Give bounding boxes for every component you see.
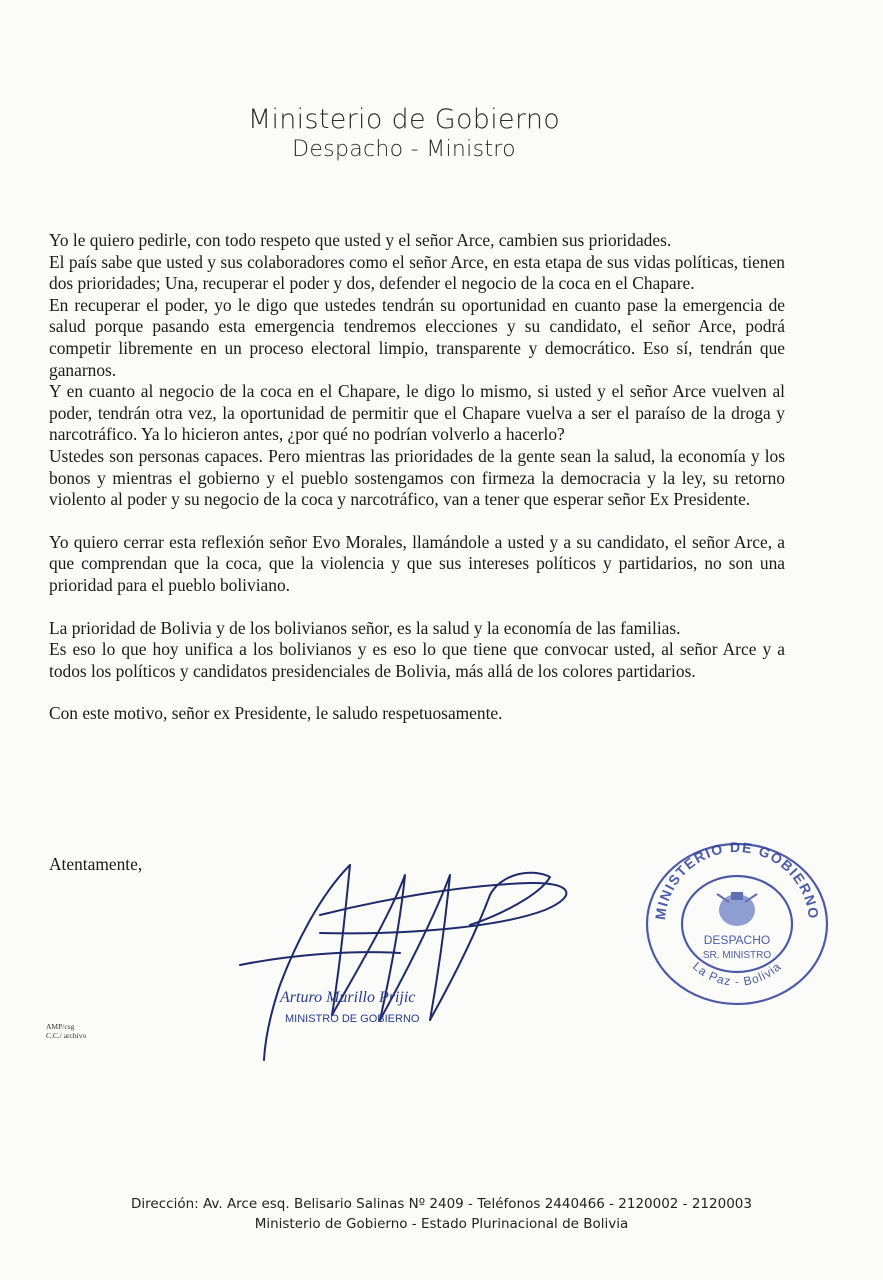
seal-bottom-text: La Paz - Bolivia bbox=[690, 959, 784, 989]
coat-of-arms-icon bbox=[717, 892, 757, 926]
paragraph-gap bbox=[49, 511, 785, 532]
signature-stroke bbox=[264, 865, 350, 1060]
paragraph: Ustedes son personas capaces. Pero mientras las prioridades de la gente sean la salud, la economía y los bonos y mientras el gobierno y el pueblo sostengamos con firmeza la democracia y la ley, su retorno violento al poder y su negocio de la coca y narcotráfico, van a tener que esperar señor Ex Presidente. bbox=[49, 445, 785, 510]
ministry-title: Ministerio de Gobierno bbox=[247, 104, 561, 135]
footer-address: Dirección: Av. Arce esq. Belisario Salinas Nº 2409 - Teléfonos 2440466 - 2120002 - 2120003 bbox=[131, 1196, 752, 1212]
footer-institution: Ministerio de Gobierno - Estado Plurinacional de Bolivia bbox=[254, 1216, 629, 1232]
letter-body bbox=[49, 230, 785, 725]
ministry-seal bbox=[637, 832, 837, 1007]
signatory-name: Arturo Murillo Prijic bbox=[280, 989, 416, 1006]
closing-text: Atentamente, bbox=[49, 854, 143, 874]
signature bbox=[200, 855, 580, 1070]
ref-line: C.C./ archivo bbox=[46, 1031, 87, 1040]
paragraph: Yo le quiero pedirle, con todo respeto que usted y el señor Arce, cambien sus prioridades. bbox=[49, 230, 672, 250]
paragraph: Es eso lo que hoy unifica a los bolivianos y es eso lo que tiene que convocar usted, al señor Arce y a todos los políticos y candidatos presidenciales de Bolivia, más allá de los colores partidarios. bbox=[49, 639, 785, 681]
paragraph-gap bbox=[49, 682, 785, 703]
ref-line: AMP/csg bbox=[46, 1022, 75, 1031]
paragraph: Y en cuanto al negocio de la coca en el Chapare, le digo lo mismo, si usted y el señor Arce vuelven al poder, tendrán otra vez, la oportunidad de permitir que el Chapare vuelva a ser el paraíso de la droga y narcotráfico. Ya lo hicieron antes, ¿por qué no podrían volverlo a hacerlo? bbox=[49, 381, 785, 445]
letterhead bbox=[0, 104, 883, 162]
paragraph: Con este motivo, señor ex Presidente, le saludo respetuosamente. bbox=[49, 703, 503, 724]
signature-stroke bbox=[320, 883, 566, 933]
paragraph: Yo quiero cerrar esta reflexión señor Evo Morales, llamándole a usted y a su candidato, el señor Arce, a que comprendan que la coca, que la violencia y que sus intereses políticos y partidarios, no son una prioridad para el pueblo boliviano. bbox=[49, 531, 785, 595]
paragraph: El país sabe que usted y sus colaboradores como el señor Arce, en esta etapa de sus vidas políticas, tienen dos prioridades; Una, recuperar el poder y dos, defender el negocio de la coca en el Chapare. bbox=[49, 251, 785, 294]
seal-top-text: MINISTERIO DE GOBIERNO bbox=[651, 838, 823, 921]
letter-footer bbox=[0, 1194, 883, 1234]
paragraph-gap bbox=[49, 597, 785, 618]
signatory-title: MINISTRO DE GOBIERNO bbox=[285, 1013, 420, 1025]
seal-center-line2: SR. MINISTRO bbox=[702, 950, 772, 961]
reference-initials bbox=[46, 1022, 86, 1040]
office-subtitle: Despacho - Ministro bbox=[292, 137, 516, 162]
signature-stroke bbox=[240, 952, 400, 965]
paragraph: La prioridad de Bolivia y de los bolivianos señor, es la salud y la economía de las familias. bbox=[49, 617, 681, 638]
paragraph: En recuperar el poder, yo le digo que ustedes tendrán su oportunidad en cuanto pase la emergencia de salud porque pasando esta emergencia tendremos elecciones y su candidato, el señor Arce, podrá competir libremente en un proceso electoral limpio, transparente y democrático. Eso sí, tendrán que ganarnos. bbox=[49, 294, 785, 380]
seal-center-line1: DESPACHO bbox=[703, 933, 771, 947]
